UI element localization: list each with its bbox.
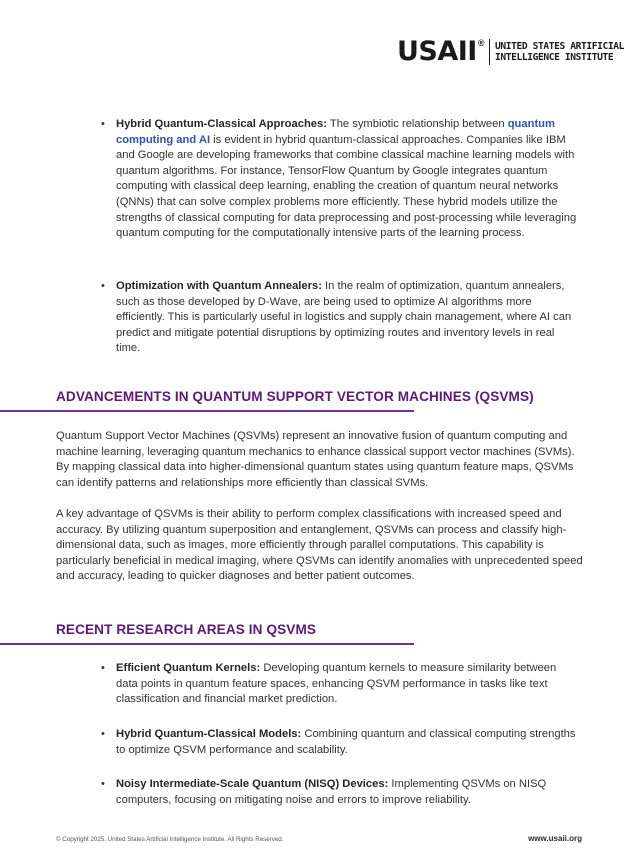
section-heading-rule (0, 410, 414, 412)
bullet-title: Hybrid Quantum-Classical Models: (116, 728, 302, 740)
bullet-optimization-with-quantum-annealers (101, 279, 580, 357)
section-heading-recent-research: RECENT RESEARCH AREAS IN QSVMS (56, 622, 317, 637)
footer-copyright: © Copyright 2025. United States Artificial Intelligence Institute. All Rights Reserved. (56, 836, 284, 843)
bullet-hybrid-quantum-classical-models (101, 727, 580, 758)
paragraph-qsvm-intro: Quantum Support Vector Machines (QSVMs) represent an innovative fusion of quantum computing and machine learning, leveraging quantum mechanics to enhance classical support vector machines (SVMs). By mapping classical data into higher-dimensional quantum states using quantum feature maps, QSVMs can identify patterns and relationships more efficiently than classical SVMs. (56, 430, 575, 489)
logo-line-1: UNITED STATES ARTIFICIAL (495, 40, 625, 52)
bullet-dot: • (101, 280, 105, 292)
bullet-text: In the realm of optimization, quantum annealers, such as those developed by D-Wave, are being used to optimize AI algorithms more efficiently. This is particularly useful in logistics and supply chain management, where AI can predict and mitigate potential disruptions by optimizing routes and inventory levels in real time. (116, 280, 572, 355)
footer-website-link[interactable]: www.usaii.org (528, 834, 582, 843)
bullet-title: Noisy Intermediate-Scale Quantum (NISQ) Devices: (116, 778, 389, 790)
bullet-dot: • (101, 728, 105, 740)
section-heading-qsvms-advancements: ADVANCEMENTS IN QUANTUM SUPPORT VECTOR MACHINES (QSVMS) (56, 389, 534, 404)
logo-registered-mark: ® (477, 38, 485, 48)
bullet-title: Efficient Quantum Kernels: (116, 662, 261, 674)
bullet-text: Developing quantum kernels to measure similarity between data points in quantum feature spaces, enhancing QSVM performance in tasks like text classification and financial market prediction. (116, 662, 557, 706)
logo-institute-name (495, 41, 624, 64)
logo-wordmark: USAII (397, 36, 477, 67)
quantum-computing-and-ai-link[interactable]: quantum computing and AI (116, 118, 555, 146)
bullet-dot: • (101, 662, 105, 674)
bullet-efficient-quantum-kernels (101, 661, 580, 708)
bullet-dot: • (101, 118, 105, 130)
paragraph-qsvm-advantage: A key advantage of QSVMs is their ability to perform complex classifications with increased speed and accuracy. By utilizing quantum superposition and entanglement, QSVMs can process and classify high-dimensional data, such as images, more efficiently through parallel computations. This capability is particularly beneficial in medical imaging, where QSVMs can identify anomalies with unprecedented speed and accuracy, leading to quicker diagnoses and better patient outcomes. (56, 508, 583, 583)
bullet-dot: • (101, 778, 105, 790)
bullet-title: Hybrid Quantum-Classical Approaches: (116, 118, 327, 130)
bullet-text: Implementing QSVMs on NISQ computers, focusing on mitigating noise and errors to improve reliability. (116, 778, 547, 806)
bullet-text: Combining quantum and classical computing strengths to optimize QSVM performance and scalability. (116, 728, 576, 756)
bullet-title: Optimization with Quantum Annealers: (116, 280, 322, 292)
bullet-nisq-devices (101, 777, 580, 808)
logo-divider (489, 39, 491, 65)
usaii-logo (397, 37, 624, 67)
bullet-text-part-a: The symbiotic relationship between (326, 118, 508, 130)
bullet-hybrid-quantum-classical-approaches (101, 117, 580, 242)
logo-line-2: INTELLIGENCE INSTITUTE (495, 52, 614, 63)
bullet-text-part-b: is evident in hybrid quantum-classical approaches. Companies like IBM and Google are developing frameworks that combine classical machine learning models with quantum algorithms. For instance, TensorFlow Quantum by Google integrates quantum computing with classical deep learning, enabling the creation of quantum neural networks (QNNs) that can solve complex problems more efficiently. These hybrid models utilize the strengths of classical computing for data preprocessing and post-processing while leveraging quantum computing for the computationally intensive parts of the learning process. (116, 133, 577, 240)
section-heading-rule (0, 643, 414, 645)
